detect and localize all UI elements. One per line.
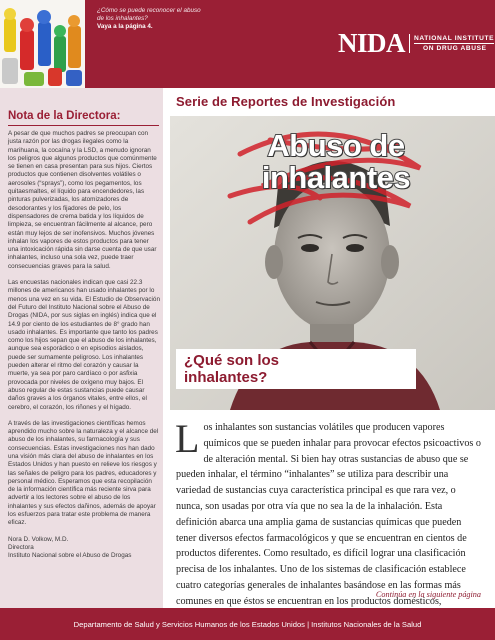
page-tip[interactable]: [97, 7, 207, 32]
main-title: [236, 130, 436, 194]
director-note-title: Nota de la Directora:: [8, 110, 121, 122]
article-body: [175, 416, 482, 640]
nida-logo-word: NIDA: [338, 28, 406, 58]
question-heading-line2: inhalantes?: [184, 368, 268, 386]
nida-logo-line1: NATIONAL INSTITUTE: [414, 35, 495, 42]
question-heading: [176, 349, 416, 389]
director-note-sidebar: [0, 0, 163, 608]
toy-figures-photo: [0, 0, 85, 88]
director-note-body: [8, 130, 160, 561]
question-heading-line1: ¿Qué son los: [184, 352, 280, 369]
main-title-line1: Abuso de: [267, 128, 405, 163]
drop-cap: L: [175, 416, 200, 461]
series-title: Serie de Reportes de Investigación: [176, 94, 396, 109]
signature-name: Nora D. Volkow, M.D.: [8, 535, 69, 543]
nida-logo: [338, 30, 494, 57]
tip-link[interactable]: Vaya a la página 4.: [97, 23, 153, 31]
article-text: os inhalantes son sustancias volátiles que producen vapores químicos que se pueden inhalar para provocar efectos psicoactivos o de alteración mental. Si bien hay otras sustancias de abuso que se pueden inhalar, el término “inhalantes” se utiliza para describir una variedad de sustancias cuya característica principal es que rara vez, o nunca, son usadas por otra vía que no sea la de la inhalación. Esta definición abarca una amplia gama de sustancias químicas que pueden tener diversos efectos farmacológicos y que se encuentran en cientos de productos diferentes. Como resultado, es difícil lograr una clasificación precisa de los inhalantes. Uno de los sistemas de clasificación establece cuatro categorías generales de inhalantes basándose en las formas más comunes en que éstos se encuentran en los productos domésticos,: [176, 422, 481, 607]
main-title-line2: inhalantes: [261, 160, 411, 195]
note-paragraph: A pesar de que muchos padres se preocupan con justa razón por las drogas ilegales como la marihuana, la cocaína y la LSD, a menudo ignoran los peligros que algunos productos que comúnmente se tienen en casa presentan para sus hijos. Ciertos productos que contienen disolventes volátiles o aerosoles (“sprays”), como los pegamentos, los quitaesmaltes, el líquido para encendedores, las pinturas pulverizadas, los atomizadores de desodorantes y los fijadores de pelo, los dispensadores de crema batida y los líquidos de limpieza, se encuentran fácilmente al alcance, pero están muy lejos de ser inofensivos. Muchos jóvenes inhalan los vapores de estos productos para tener una intoxicación rápida sin darse cuenta de que usar inhalantes, incluso una sola vez, puede traer consecuencias graves para la salud.: [8, 130, 157, 270]
nida-logo-subtitle: [409, 34, 494, 53]
signature-org: Instituto Nacional sobre el Abuso de Drogas: [8, 552, 132, 560]
nida-logo-line2: ON DRUG ABUSE: [414, 43, 494, 53]
footer-text: Departamento de Salud y Servicios Humanos de los Estados Unidos | Institutos Nacionales de la Salud: [73, 619, 422, 629]
note-paragraph: Las encuestas nacionales indican que casi 22.3 millones de americanos han usado inhalantes por lo menos una vez en su vida. El Estudio de Observación del Futuro del Instituto Nacional sobre el Abuso de Drogas (NIDA, por sus siglas en inglés) indica que el 14.9 por ciento de los estudiantes de 8° grado han usado inhalantes. Es importante que tanto los padres como los hijos sepan que el abuso de los inhalantes, aunque sea esporádico o en episodios aislados, puede ser sumamente peligroso. Los inhalantes pueden alterar el ritmo del corazón y causar la muerte, ya sea por paro cardíaco o por asfixia provocada por niveles de oxígeno muy bajos. El abuso regular de estas sustancias puede causar daños graves a los órganos vitales, entre ellos, el cerebro, el corazón, los riñones y el hígado.: [8, 279, 160, 411]
continue-link[interactable]: Continúa en la siguiente página: [375, 590, 481, 599]
note-divider: [8, 125, 159, 126]
tip-question: ¿Cómo se puede reconocer el abuso de los inhalantes?: [97, 7, 201, 23]
signature-role: Directora: [8, 543, 34, 551]
note-paragraph: A través de las investigaciones científicas hemos aprendido mucho sobre la naturaleza y el alcance del abuso de los inhalantes, su farmacología y sus consecuencias. Estas investigaciones nos han dado una visión más clara del abuso de inhalantes en los Estados Unidos y han puesto en relieve los riesgos y las señales de peligro para los padres, educadores y personal médico. Esperamos que esta recopilación de la información científica más reciente sirva para advertir a los lectores sobre el abuso de los inhalantes y sus efectos dañinos, además de apoyar los esfuerzos para tratar este problema de manera eficaz.: [8, 419, 159, 527]
footer-bar: [0, 608, 495, 640]
